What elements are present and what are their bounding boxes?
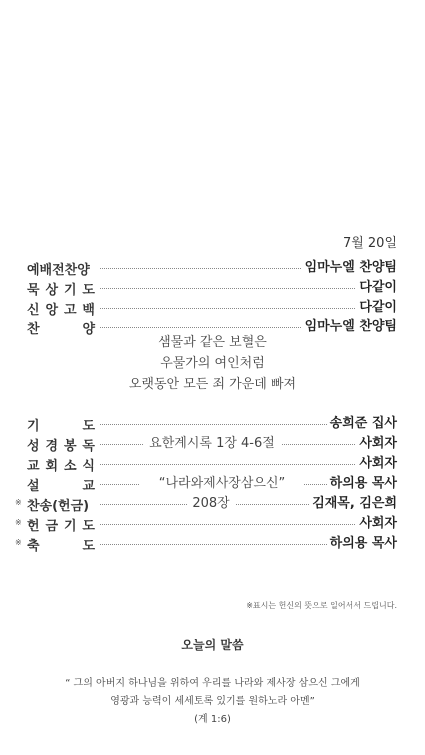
item-label: 묵 상 기 도 [27, 282, 95, 298]
item-value: 김재목, 김은희 [309, 494, 397, 514]
service-date: 7월 20일 [342, 236, 397, 251]
standing-note: ※표시는 헌신의 뜻으로 일어서서 드립니다. [246, 601, 397, 610]
order-item-benediction [0, 534, 425, 554]
leader-dots [100, 288, 397, 289]
hymn-line: 샘물과 같은 보혈은 [158, 335, 267, 350]
item-label: 신 앙 고 백 [27, 302, 95, 318]
item-label: 교 회 소 식 [27, 458, 95, 474]
item-label: 설 교 [27, 478, 95, 494]
item-label: 찬송(헌금) [27, 498, 90, 514]
order-item-offering-prayer [0, 514, 425, 534]
item-value: 사회자 [356, 514, 397, 534]
leader-dots [100, 524, 397, 525]
item-value: 사회자 [356, 454, 397, 474]
item-value: 사회자 [356, 434, 397, 454]
order-item-announcements [0, 454, 425, 474]
hymn-line: 우물가의 여인처럼 [160, 356, 265, 371]
item-value: 송희준 집사 [327, 414, 397, 434]
item-label: 예배전찬양 [27, 262, 90, 278]
verse-line: 영광과 능력이 세세토록 있기를 원하노라 아멘” [110, 696, 315, 707]
item-value: 임마누엘 찬양팀 [302, 258, 397, 278]
hymn-number: 208장 [187, 494, 235, 514]
standing-mark: ※ [15, 538, 22, 547]
item-label: 헌 금 기 도 [27, 518, 95, 534]
hymn-list [0, 332, 425, 395]
order-item-offering-hymn [0, 494, 425, 514]
verse-reference: (계 1:6) [194, 714, 231, 725]
standing-mark: ※ [15, 518, 22, 527]
order-item-silent-prayer [0, 278, 425, 298]
item-value: 임마누엘 찬양팀 [302, 317, 397, 337]
sermon-title: “나라와제사장삼으신” [140, 474, 304, 494]
order-item-prayer [0, 414, 425, 434]
item-label: 기 도 [27, 418, 95, 434]
order-item-scripture [0, 434, 425, 454]
order-item-praise [0, 258, 425, 278]
item-value: 다같이 [356, 298, 397, 318]
item-value: 하의용 목사 [327, 474, 397, 494]
item-label: 성 경 봉 독 [27, 438, 95, 454]
order-item-sermon [0, 474, 425, 494]
item-value: 하의용 목사 [327, 534, 397, 554]
bible-verse [0, 675, 425, 729]
scripture-reference: 요한계시록 1장 4-6절 [143, 434, 281, 454]
item-label: 찬 양 [27, 321, 95, 337]
hymn-line: 오랫동안 모든 죄 가운데 빠져 [128, 377, 297, 392]
standing-mark: ※ [15, 498, 22, 507]
leader-dots [100, 308, 397, 309]
leader-dots [100, 464, 397, 465]
item-label: 축 도 [27, 538, 95, 554]
word-of-day-title: 오늘의 말씀 [181, 638, 244, 652]
verse-line: “ 그의 아버지 하나님을 위하여 우리를 나라와 제사장 삼으신 그에게 [65, 678, 360, 689]
item-value: 다같이 [356, 278, 397, 298]
order-item-creed [0, 298, 425, 318]
